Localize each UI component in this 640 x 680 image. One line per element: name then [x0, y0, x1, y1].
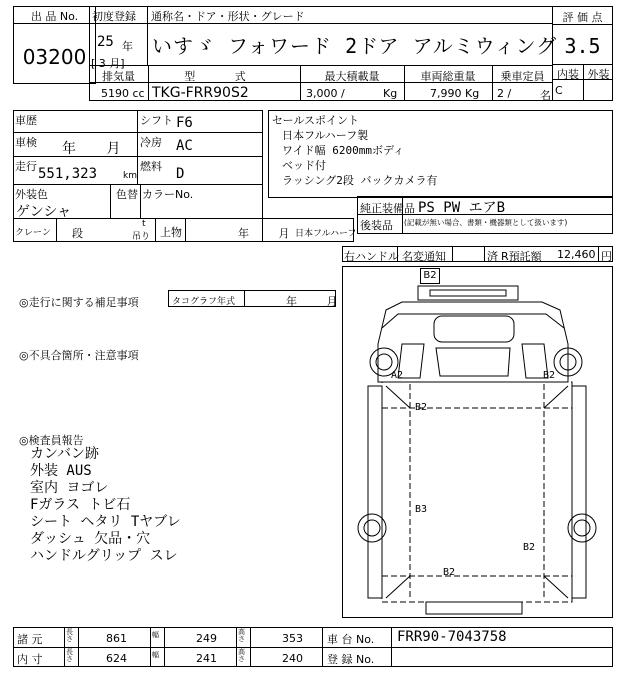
max-load-value: 3,000 /	[306, 87, 345, 100]
defects-label: ◎不具合箇所・注意事項	[19, 349, 139, 362]
crane-label: クレーン	[15, 228, 51, 238]
damage-code-top: B2	[420, 268, 440, 284]
fuel-label: 燃料	[140, 160, 162, 173]
color-no-label: カラーNo.	[142, 188, 194, 201]
ac-label: 冷房	[140, 136, 162, 149]
interior-length: 624	[106, 652, 127, 665]
shift-label: シフト	[140, 114, 173, 127]
displacement-value: 5190 cc	[101, 87, 145, 100]
interior-label: 内装	[557, 68, 579, 81]
model-name: いすゞ フォワード 2ドア アルミウィング	[152, 34, 558, 58]
mileage-value: 551,323	[38, 166, 98, 182]
lot-number: 03200	[22, 45, 87, 69]
sales-point-line: ベッド付	[282, 159, 326, 172]
crane-stage: 段	[72, 227, 83, 240]
registration-no-label: 登 録 No.	[327, 653, 375, 666]
score-label: 評 価 点	[562, 11, 603, 24]
recycle-label: R預託額	[501, 250, 542, 263]
ext-color-label: 外装色	[15, 188, 48, 201]
lot-number-label: 出 品 No.	[30, 10, 79, 23]
ext-color-value: ゲンシャ	[16, 204, 72, 220]
width-label-2: 幅	[152, 651, 159, 659]
inspector-note: Fガラス トビ石	[30, 497, 131, 513]
capacity-label: 乗車定員	[500, 70, 545, 83]
body-maker-label: 上物	[160, 226, 182, 239]
spec-length: 861	[106, 632, 127, 645]
damage-code-upper-body: B2	[415, 402, 428, 413]
gross-weight-value: 7,990 Kg	[430, 87, 480, 100]
fuel-value: D	[176, 166, 185, 182]
sales-points-list	[282, 128, 438, 188]
registration-year: 25	[97, 34, 114, 50]
interior-grade: C	[555, 84, 563, 97]
exterior-label: 外装	[587, 68, 610, 81]
history-label: 車歴	[15, 114, 37, 127]
spec-height: 353	[282, 632, 303, 645]
model-label: 通称名・ドア・形状・グレード	[151, 10, 305, 23]
damage-code-mid-body: B3	[415, 504, 428, 515]
inspection-value: 年 月	[62, 141, 121, 157]
interior-width: 241	[196, 652, 217, 665]
interior-height: 240	[282, 652, 303, 665]
sales-point-line: ラッシング2段 バックカメラ有	[282, 174, 438, 187]
registration-label: 初度登録	[92, 10, 136, 23]
year-suffix: 年	[122, 40, 133, 53]
inspector-note: 外装 AUS	[30, 463, 92, 479]
capacity-unit: 名	[540, 89, 551, 102]
height-label: 高さ	[238, 628, 245, 643]
interior-dims-label: 内 寸	[17, 653, 43, 666]
inspector-label: ◎検査員報告	[19, 434, 84, 447]
registration-month: [ 3 月]	[91, 57, 125, 70]
body-maker-date: 年 月	[238, 227, 290, 240]
sales-point-line: ワイド幅 6200mmボディ	[282, 144, 405, 157]
inspector-note: ハンドルグリップ スレ	[30, 548, 178, 564]
tachograph-value: 年 月	[286, 295, 338, 308]
chassis-label: 車 台 No.	[327, 633, 375, 646]
tax-paid-label: 済	[487, 250, 498, 263]
max-load-unit: Kg	[383, 87, 398, 100]
displacement-label: 排気量	[102, 70, 135, 83]
width-label: 幅	[152, 631, 159, 639]
sales-point-line: 日本フルハーフ製	[282, 129, 369, 142]
color-change-label: 色替	[116, 188, 138, 201]
damage-code-left-front: A2	[391, 370, 404, 381]
body-maker-name: 日本フルハーフ	[295, 229, 357, 239]
inspector-note: カンバン跡	[30, 446, 100, 462]
ac-value: AC	[176, 138, 193, 154]
length-label: 長さ	[66, 628, 73, 643]
type-label: 型 式	[184, 70, 264, 83]
height-label-2: 高さ	[238, 648, 245, 663]
truck-diagram	[342, 266, 613, 618]
name-change-label: 名変通知	[402, 250, 446, 263]
driving-notes-label: ◎走行に関する補足事項	[19, 296, 139, 309]
crane-ton: t	[142, 219, 146, 229]
steering-value: 右ハンドル	[344, 250, 399, 263]
spec-width: 249	[196, 632, 217, 645]
sales-points-label: セールスポイント	[272, 114, 360, 127]
shift-value: F6	[176, 115, 193, 131]
recycle-value: 12,460	[557, 248, 596, 261]
chassis-number: FRR90-7043758	[397, 629, 507, 645]
spec-label: 諸 元	[17, 633, 43, 646]
mileage-unit: km	[123, 171, 137, 181]
equipment-label: 純正装備品	[360, 202, 415, 215]
mileage-label: 走行	[15, 160, 37, 173]
inspector-notes	[30, 446, 181, 565]
damage-code-right-front: B2	[543, 370, 556, 381]
inspector-note: 室内 ヨゴレ	[30, 480, 109, 496]
damage-code-rear: B2	[443, 567, 456, 578]
length-label-2: 長さ	[66, 648, 73, 663]
aftermarket-note: (記載が無い場合、書類・機器類として扱います)	[404, 218, 568, 227]
damage-code-right-rear: B2	[523, 542, 536, 553]
gross-weight-label: 車両総重量	[420, 70, 476, 83]
inspection-label: 車検	[15, 136, 37, 149]
inspector-note: シート ヘタリ Tヤブレ	[30, 514, 181, 530]
recycle-unit: 円	[601, 250, 612, 263]
inspector-note: ダッシュ 欠品・穴	[30, 531, 151, 547]
capacity-value: 2 /	[497, 87, 512, 100]
aftermarket-label: 後装品	[360, 219, 393, 232]
equipment-value: PS PW エアB	[418, 200, 506, 216]
score-value: 3.5	[564, 34, 601, 58]
tachograph-label: タコグラフ年式	[172, 297, 236, 307]
crane-lift: 吊り	[132, 232, 151, 242]
type-value: TKG-FRR90S2	[152, 85, 249, 101]
max-load-label: 最大積載量	[324, 70, 380, 83]
